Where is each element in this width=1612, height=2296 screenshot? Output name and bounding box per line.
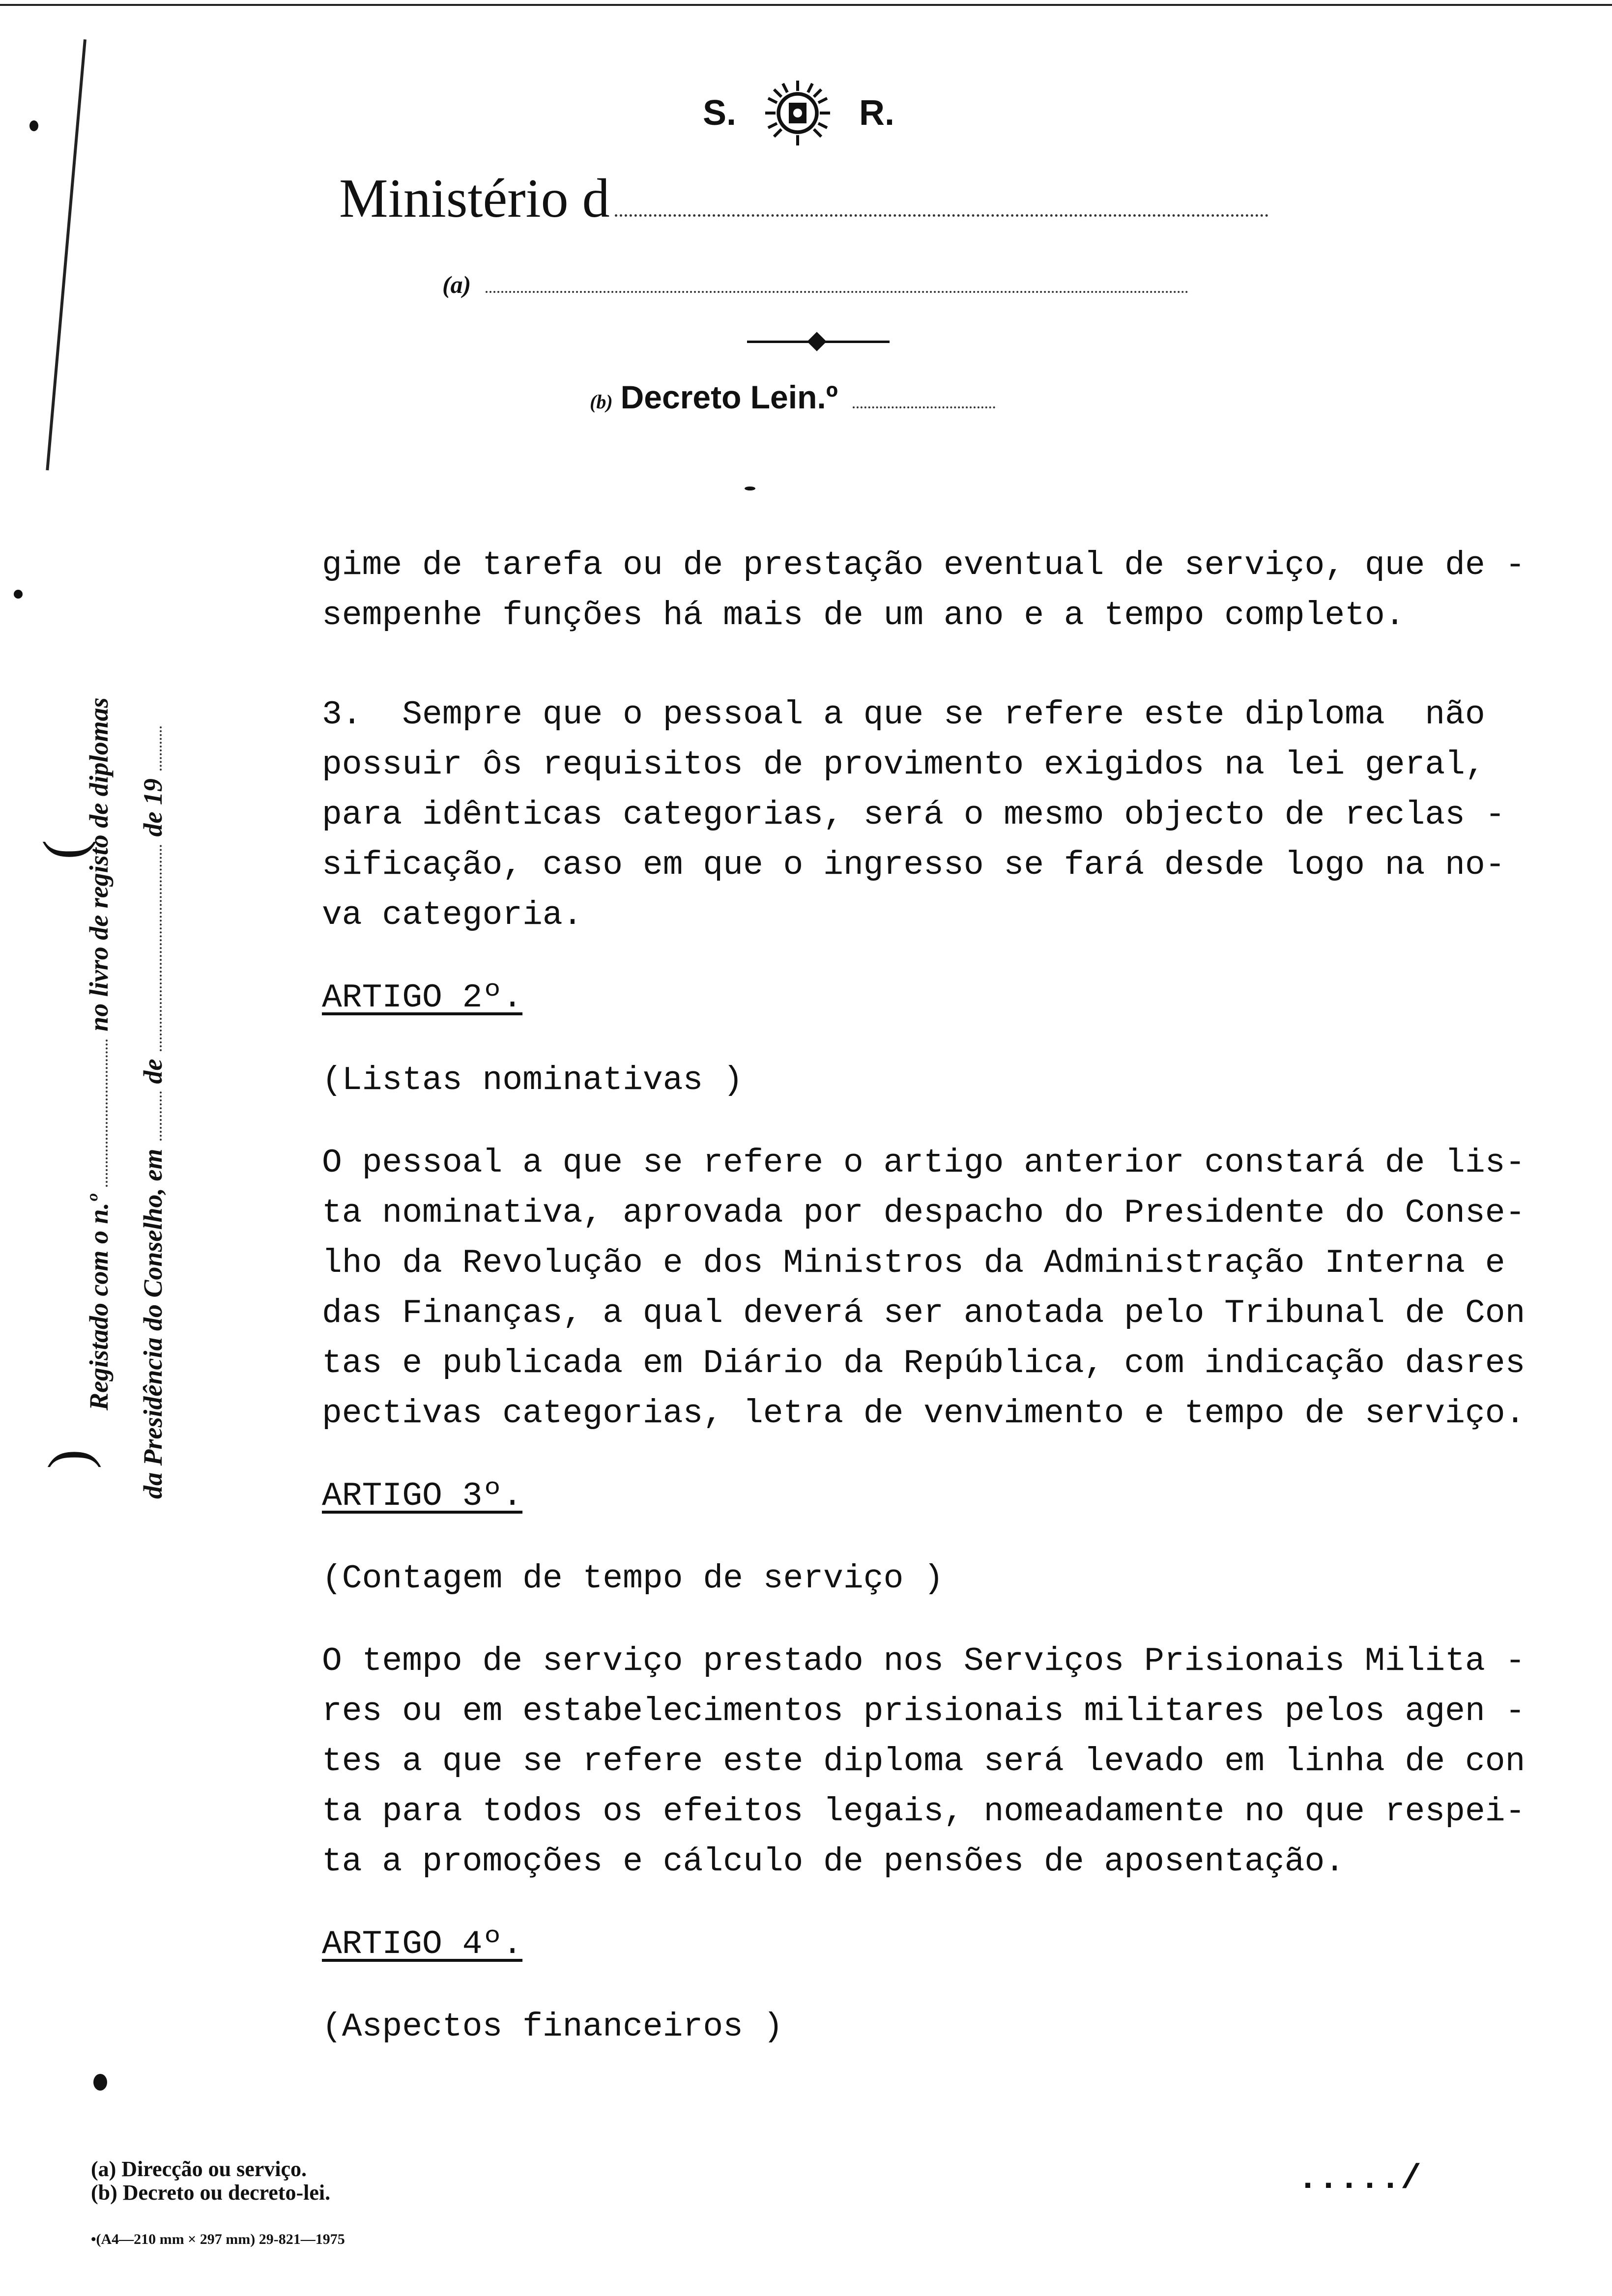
decreto-marker: (b) — [590, 391, 613, 413]
registration-sidebar — [49, 575, 197, 1499]
header-sr — [703, 74, 894, 152]
text-line: res ou em estabelecimentos prisionais militares pelos agen - — [322, 1693, 1526, 1730]
sidebar-line-2-start: da Presidência do Conselho, em — [138, 1148, 168, 1499]
text-line: sempenhe funções há mais de um ano e a tempo completo. — [322, 597, 1405, 634]
service-blank — [486, 291, 1188, 293]
text-line: 3. Sempre que o pessoal a que se refere este diploma não — [322, 696, 1485, 734]
text-line: possuir ôs requisitos de provimento exigidos na lei geral, — [322, 746, 1485, 784]
print-code: •(A4—210 mm × 297 mm) 29-821—1975 — [91, 2231, 345, 2247]
scan-speck — [93, 2074, 107, 2091]
text-line: va categoria. — [322, 896, 583, 934]
footnote-b: (b) Decreto ou decreto-lei. — [91, 2181, 331, 2205]
text-line: sificação, caso em que o ingresso se fará desde logo na no- — [322, 846, 1505, 884]
footnotes — [91, 2157, 330, 2205]
header-right-letter: R. — [859, 93, 895, 133]
article-3-heading: ARTIGO 3º. — [322, 1477, 523, 1515]
text-line: para idênticas categorias, será o mesmo objecto de reclas - — [322, 796, 1505, 834]
ministry-label: Ministério d — [339, 168, 610, 229]
sidebar-line-1-end: no livro de registo de diplomas — [84, 697, 114, 1032]
sidebar-line-2-mid: de — [138, 1059, 168, 1084]
diamond-ornament-icon — [807, 332, 827, 351]
scan-speck — [29, 120, 38, 131]
article-4-heading: ARTIGO 4º. — [322, 1925, 523, 1963]
service-line — [442, 270, 1188, 299]
continuation-mark: ...../ — [1297, 2160, 1422, 2199]
text-line: tes a que se refere este diploma será levado em linha de con — [322, 1743, 1526, 1780]
decree-body — [322, 541, 1536, 2052]
footnote-a: (a) Direcção ou serviço. — [91, 2157, 307, 2181]
decreto-line — [590, 378, 995, 416]
header-left-letter: S. — [703, 93, 737, 133]
text-line: das Finanças, a qual deverá ser anotada pelo Tribunal de Con — [322, 1294, 1526, 1332]
sidebar-paren-top-icon: ( — [30, 840, 96, 860]
service-line-label: (a) — [442, 271, 471, 298]
text-line: ta para todos os efeitos legais, nomeadamente no que respei- — [322, 1793, 1526, 1831]
text-line: lho da Revolução e dos Ministros da Administração Interna e — [322, 1244, 1505, 1282]
article-2-title: (Listas nominativas ) — [322, 1062, 743, 1099]
text-line: ta a promoções e cálculo de pensões de aposentação. — [322, 1843, 1345, 1881]
coat-of-arms-icon — [761, 76, 835, 150]
text-line: ta nominativa, aprovada por despacho do Presidente do Conse- — [322, 1194, 1526, 1232]
ministry-line — [339, 167, 1268, 230]
text-line: gime de tarefa ou de prestação eventual de serviço, que de - — [322, 546, 1526, 584]
text-line: O tempo de serviço prestado nos Serviços Prisionais Milita - — [322, 1642, 1526, 1680]
sidebar-line-1 — [84, 697, 114, 1410]
text-line: O pessoal a que se refere o artigo anterior constará de lis- — [322, 1144, 1526, 1182]
article-3-title: (Contagem de tempo de serviço ) — [322, 1560, 944, 1598]
sidebar-line-1-start: Registado com o n.º — [84, 1194, 114, 1410]
sidebar-paren-bottom-icon: ) — [35, 1449, 101, 1469]
sidebar-line-2-end: de 19 — [138, 778, 168, 837]
top-border — [0, 4, 1612, 6]
scan-speck — [745, 487, 755, 490]
text-line: pectivas categorias, letra de venvimento e tempo de serviço. — [322, 1395, 1526, 1433]
article-4-title: (Aspectos financeiros ) — [322, 2008, 783, 2046]
scan-speck — [14, 590, 23, 599]
decreto-label: Decreto Lein.º — [620, 379, 838, 415]
left-margin-mark — [46, 39, 86, 470]
sidebar-line-2 — [138, 718, 168, 1499]
ministry-blank — [615, 214, 1268, 217]
decreto-blank — [853, 406, 995, 408]
article-2-heading: ARTIGO 2º. — [322, 979, 523, 1017]
text-line: tas e publicada em Diário da República, com indicação dasres — [322, 1345, 1526, 1382]
